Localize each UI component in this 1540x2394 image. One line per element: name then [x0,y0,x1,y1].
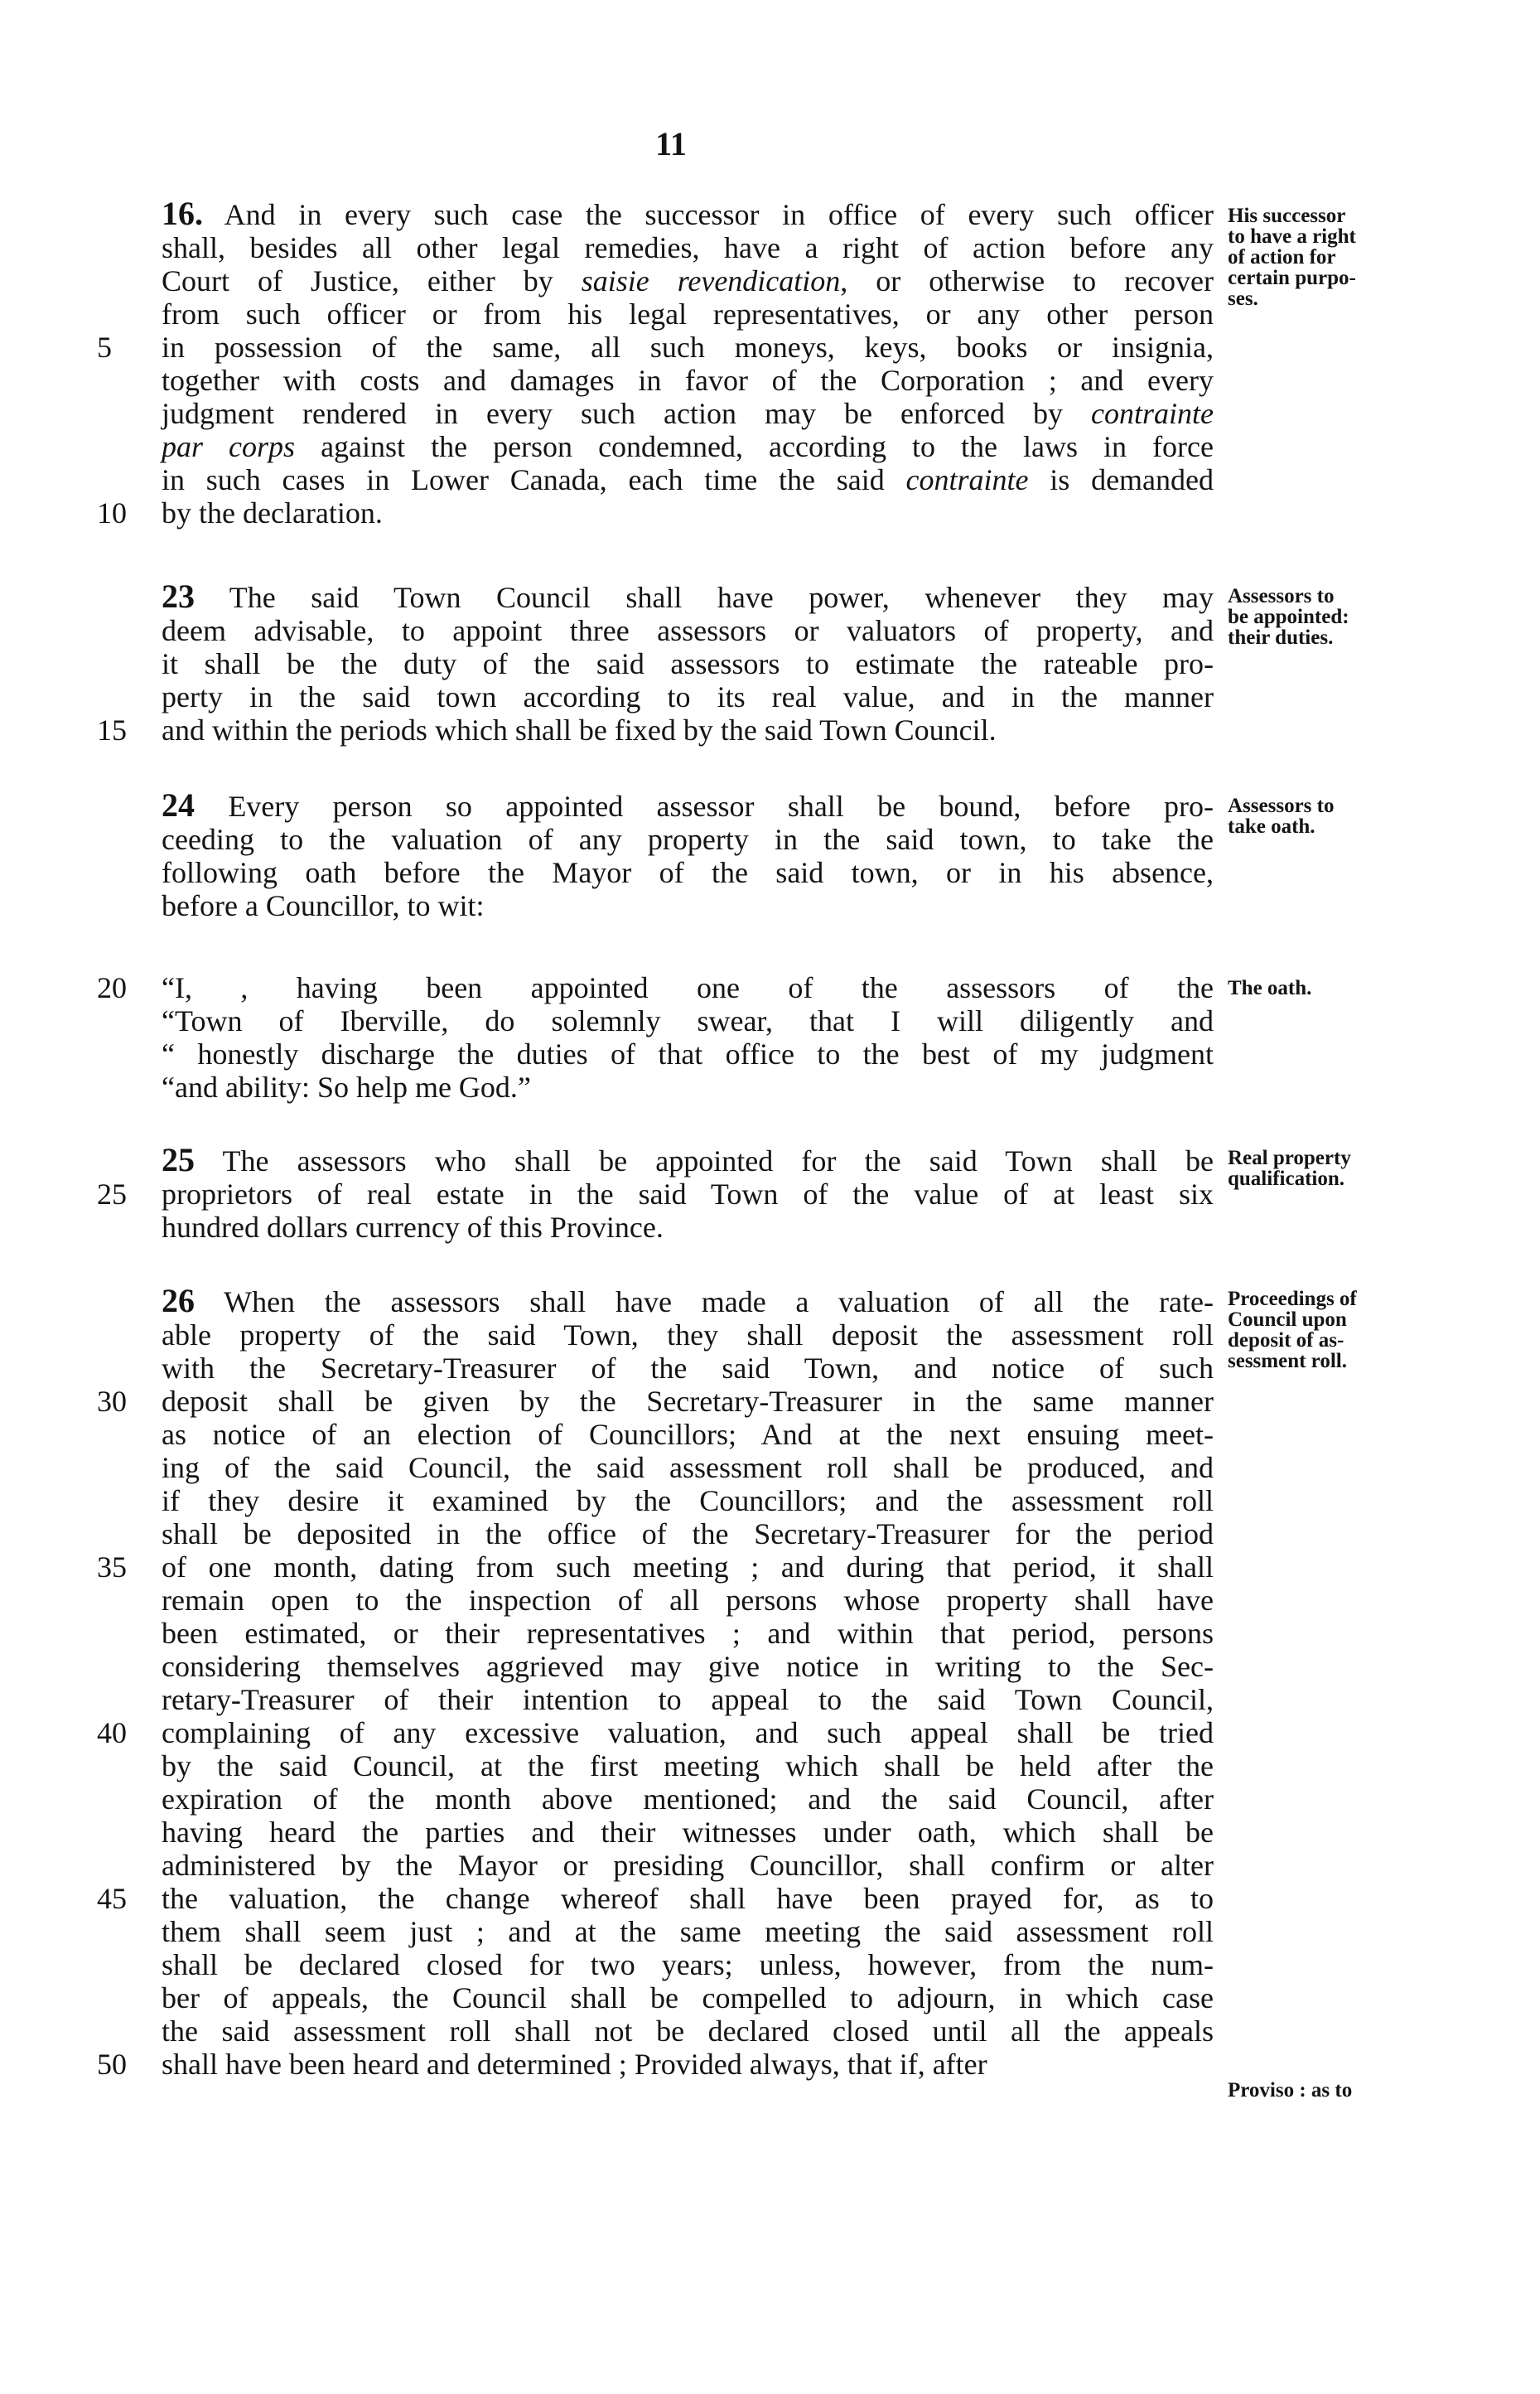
text-line [162,1584,1214,1617]
line-text: in possession of the same, all such moneys, keys, books or insignia, [162,331,1214,364]
line-number: 10 [97,496,127,530]
line-text: considering themselves aggrieved may give notice in writing to the Sec- [162,1650,1214,1683]
text-line [162,364,1214,397]
line-text: 25 The assessors who shall be appointed for the said Town shall be [162,1141,1214,1178]
text-line [97,1385,1214,1418]
margin-note-line: certain purpo- [1228,267,1356,289]
text-line [162,1683,1214,1716]
text-line [97,331,1214,364]
margin-note-section-16 [1228,206,1393,309]
line-text: able property of the said Town, they shall deposit the assessment roll [162,1318,1214,1352]
text-line [162,680,1214,713]
line-text: “Town of Iberville, do solemnly swear, that I will diligently and [162,1004,1214,1037]
text-line [162,1211,1214,1244]
line-text: 16. And in every such case the successor in office of every such officer [162,195,1214,232]
text-line [162,2014,1214,2048]
line-text: proprietors of real estate in the said Town of the value of at least six [162,1178,1214,1211]
line-text: with the Secretary-Treasurer of the said Town, and notice of such [162,1352,1214,1385]
text-line [162,647,1214,680]
line-text: 24 Every person so appointed assessor shall be bound, before pro- [162,786,1214,824]
margin-note-proviso: Proviso : as to [1228,2079,1353,2101]
text-line [162,231,1214,264]
text-line [162,430,1214,463]
text-line [162,397,1214,430]
text-line [97,1716,1214,1749]
text-line [162,1849,1214,1882]
text-line [97,1882,1214,1915]
text-line [162,1650,1214,1683]
line-text: before a Councillor, to wit: [162,889,485,922]
margin-note-oath [1228,978,1393,999]
text-line [162,1517,1214,1550]
margin-note-line: to have a right [1228,225,1356,248]
line-text: from such officer or from his legal representatives, or any other person [162,297,1214,331]
line-text: hundred dollars currency of this Province. [162,1211,664,1244]
margin-note-line: Real property [1228,1147,1351,1169]
line-text: administered by the Mayor or presiding Councillor, shall confirm or alter [162,1849,1214,1882]
line-text: the said assessment roll shall not be declared closed until all the appeals [162,2014,1214,2048]
line-text: in such cases in Lower Canada, each time the said contrainte is demanded [162,463,1214,496]
text-line [162,1004,1214,1037]
margin-note-section-23 [1228,586,1393,648]
line-text: by the said Council, at the first meeting which shall be held after the [162,1749,1214,1782]
line-text: “I, , having been appointed one of the assessors of the [162,971,1214,1004]
text-line [97,971,1214,1004]
text-line [162,1318,1214,1352]
line-number: 50 [97,2048,127,2081]
line-text: together with costs and damages in favor of the Corporation ; and every [162,364,1214,397]
text-line [97,713,1214,747]
line-text: “and ability: So help me God.” [162,1071,531,1104]
line-number: 35 [97,1550,127,1584]
line-text: complaining of any excessive valuation, and such appeal shall be tried [162,1716,1214,1749]
text-line [162,463,1214,496]
line-text: as notice of an election of Councillors; And at the next ensuing meet- [162,1418,1214,1451]
text-line [162,1352,1214,1385]
line-number: 45 [97,1882,127,1915]
line-text: retary-Treasurer of their intention to appeal to the said Town Council, [162,1683,1214,1716]
text-line [97,1178,1214,1211]
line-text: expiration of the month above mentioned; and the said Council, after [162,1782,1214,1816]
text-line [162,1782,1214,1816]
margin-note-line: Assessors to [1228,585,1335,607]
line-text: following oath before the Mayor of the said town, or in his absence, [162,856,1214,889]
text-line [162,1284,1214,1318]
paragraph-oath [97,971,1214,1104]
margin-note-line: deposit of as- [1228,1329,1344,1352]
line-text: been estimated, or their representatives ; and within that period, persons [162,1617,1214,1650]
line-text: Court of Justice, either by saisie revendication, or otherwise to recover [162,264,1214,297]
line-text: deposit shall be given by the Secretary-Treasurer in the same manner [162,1385,1214,1418]
line-text: if they desire it examined by the Councillors; and the assessment roll [162,1484,1214,1517]
margin-note-section-24 [1228,796,1393,837]
line-text: “ honestly discharge the duties of that office to the best of my judgment [162,1037,1214,1071]
line-text: them shall seem just ; and at the same meeting the said assessment roll [162,1915,1214,1948]
margin-note-line: Council upon [1228,1308,1347,1331]
line-text: shall, besides all other legal remedies, have a right of action before any [162,231,1214,264]
line-number: 15 [97,713,127,747]
text-line [162,297,1214,331]
text-line [162,1071,1214,1104]
line-number: 5 [97,331,112,364]
line-text: and within the periods which shall be fixed by the said Town Council. [162,713,997,747]
line-text: ceeding to the valuation of any property in the said town, to take the [162,823,1214,856]
text-line [162,1749,1214,1782]
text-line [162,580,1214,614]
text-line [97,496,1214,530]
text-line [162,1981,1214,2014]
line-text: perty in the said town according to its real value, and in the manner [162,680,1214,713]
line-number: 25 [97,1178,127,1211]
line-text: the valuation, the change whereof shall have been prayed for, as to [162,1882,1214,1915]
line-text: it shall be the duty of the said assessors to estimate the rateable pro- [162,647,1214,680]
text-line [97,2048,1214,2081]
margin-note-line: sessment roll. [1228,1350,1347,1372]
line-text: 23 The said Town Council shall have power, whenever they may [162,578,1214,615]
text-line [162,889,1214,922]
margin-note-line: their duties. [1228,626,1334,649]
line-number: 20 [97,971,127,1004]
text-line [162,1617,1214,1650]
line-text: remain open to the inspection of all persons whose property shall have [162,1584,1214,1617]
margin-note-line: take oath. [1228,815,1316,838]
line-text: 26 When the assessors shall have made a valuation of all the rate- [162,1282,1214,1319]
line-text: par corps against the person condemned, according to the laws in force [162,430,1214,463]
margin-note-section-26 [1228,1289,1393,1371]
page-number: 11 [655,125,687,162]
line-text: having heard the parties and their witnesses under oath, which shall be [162,1816,1214,1849]
line-text: of one month, dating from such meeting ; and during that period, it shall [162,1550,1214,1584]
text-line [162,1484,1214,1517]
line-number: 30 [97,1385,127,1418]
margin-note-line: His successor [1228,205,1346,227]
line-number: 40 [97,1716,127,1749]
paragraph-section-25 [97,1141,1214,1244]
margin-note-line: The oath. [1228,977,1312,999]
margin-note-line: of action for [1228,246,1336,268]
text-line [162,197,1214,231]
paragraph-section-16 [97,195,1214,530]
text-line [162,264,1214,297]
line-text: deem advisable, to appoint three assessors or valuators of property, and [162,614,1214,647]
line-text: shall have been heard and determined ; Provided always, that if, after [162,2048,987,2081]
paragraph-section-24 [162,786,1214,922]
paragraph-section-26 [97,1282,1214,2081]
text-line [162,1915,1214,1948]
line-text: by the declaration. [162,496,383,530]
text-line [162,823,1214,856]
text-line [162,856,1214,889]
text-line [162,1816,1214,1849]
margin-note-line: ses. [1228,288,1258,310]
margin-note-line: Assessors to [1228,795,1335,817]
text-line [162,1948,1214,1981]
line-text: judgment rendered in every such action may be enforced by contrainte [162,397,1214,430]
line-text: ber of appeals, the Council shall be compelled to adjourn, in which case [162,1981,1214,2014]
text-line [162,786,1214,824]
text-line [97,1550,1214,1584]
margin-note-section-25 [1228,1148,1393,1189]
margin-note-line: Proceedings of [1228,1288,1357,1310]
text-line [162,614,1214,647]
margin-note-line: be appointed: [1228,606,1349,628]
text-line [162,1037,1214,1071]
paragraph-section-23 [97,578,1214,747]
line-text: shall be deposited in the office of the Secretary-Treasurer for the period [162,1517,1214,1550]
margin-note-line: qualification. [1228,1168,1344,1190]
line-text: shall be declared closed for two years; unless, however, from the num- [162,1948,1214,1981]
text-line [162,1451,1214,1484]
text-line [162,1141,1214,1178]
text-line [162,1418,1214,1451]
line-text: ing of the said Council, the said assessment roll shall be produced, and [162,1451,1214,1484]
